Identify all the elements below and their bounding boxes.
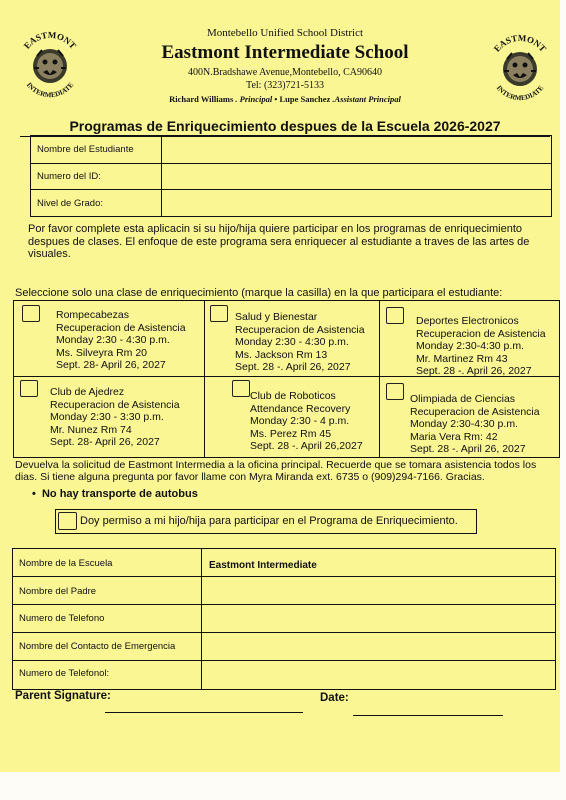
parent-name-label: Nombre del Padre xyxy=(19,586,97,597)
grade-level-label: Nivel de Grado: xyxy=(37,198,104,209)
program-name: Club de Ajedrez xyxy=(50,386,125,398)
program-checkbox-rompecabezas[interactable] xyxy=(22,305,40,322)
program-teacher: Maria Vera Rm: 42 xyxy=(410,430,498,443)
program-recovery: Recuperacion de Asistencia xyxy=(410,405,540,418)
student-name-field[interactable] xyxy=(162,136,551,164)
school-name-label: Nombre de la Escuela xyxy=(19,558,113,569)
program-name: Olimpiada de Ciencias xyxy=(410,393,516,405)
program-time: Monday 2:30 - 4:30 p.m. xyxy=(56,334,170,346)
program-teacher: Mr. Martinez Rm 43 xyxy=(416,352,508,365)
return-note: Devuelva la solicitud de Eastmont Intermedia a la oficina principal. Recuerde que se tomara asistencia todos los dias. Si tiene alguna pregunta por favor llame con Myra Miranda ext. 6735 o (909)294-7166. Gracias. xyxy=(15,459,537,483)
student-id-row xyxy=(31,164,162,190)
assistant-name: Lupe Sanchez xyxy=(279,94,331,104)
school-name: Eastmont Intermediate School xyxy=(161,42,409,63)
district-name: Montebello Unified School District xyxy=(206,27,364,39)
program-ajedrez xyxy=(50,386,180,449)
program-dates: Sept. 28 -. April 26, 2027 xyxy=(416,365,532,377)
program-time: Monday 2:30-4:30 p.m. xyxy=(410,418,518,430)
program-time: Monday 2:30-4:30 p.m. xyxy=(416,340,524,352)
emergency-phone-field[interactable] xyxy=(202,661,555,689)
tiger-logo-left xyxy=(15,30,85,100)
program-recovery: Recuperacion de Asistencia xyxy=(416,327,546,340)
program-checkbox-roboticos[interactable] xyxy=(232,380,250,397)
permission-checkbox[interactable] xyxy=(58,512,77,530)
program-checkbox-ajedrez[interactable] xyxy=(20,380,38,397)
phone-label: Numero de Telefono xyxy=(19,613,105,624)
program-dates: Sept. 28 -. April 26,2027 xyxy=(250,440,363,452)
staff-line: Richard Williams . Principal • Lupe Sanchez .Assistant Principal xyxy=(169,94,401,104)
emergency-phone-label: Numero de Telefonol: xyxy=(19,668,110,679)
parent-name-field[interactable] xyxy=(202,577,555,604)
program-grid xyxy=(13,300,560,458)
parent-signature-line[interactable] xyxy=(105,712,303,713)
selection-instruction: Seleccione solo una clase de enriquecimiento (marque la casilla) en la que participara el estudiante: xyxy=(15,287,503,299)
program-name: Rompecabezas xyxy=(56,309,129,321)
program-dates: Sept. 28- April 26, 2027 xyxy=(50,436,160,448)
program-deportes xyxy=(416,315,546,378)
emergency-contact-field[interactable] xyxy=(202,633,555,660)
school-name-value: Eastmont Intermediate xyxy=(209,560,317,571)
logo-text-bottom-right: INTERMEDIATE xyxy=(494,84,546,103)
program-name: Deportes Electronicos xyxy=(416,315,519,327)
program-dates: Sept. 28 -. April 26, 2027 xyxy=(410,443,526,455)
program-checkbox-salud[interactable] xyxy=(210,305,228,322)
permission-text: Doy permiso a mi hijo/hija para participar en el Programa de Enriquecimiento. xyxy=(80,515,458,527)
program-time: Monday 2:30 - 4 p.m. xyxy=(250,415,350,427)
form-title: Programas de Enriquecimiento despues de la Escuela 2026-2027 xyxy=(20,118,550,137)
program-name: Club de Roboticos xyxy=(250,390,336,402)
school-phone: Tel: (323)721-5133 xyxy=(246,80,324,91)
program-teacher: Ms. Perez Rm 45 xyxy=(250,427,332,440)
school-address: 400N.Bradshawe Avenue,Montebello, CA90640 xyxy=(188,67,382,78)
program-dates: Sept. 28 -. April 26, 2027 xyxy=(235,361,351,373)
no-transport-note: • No hay transporte de autobus xyxy=(32,488,198,500)
date-label: Date: xyxy=(320,692,349,704)
program-name: Salud y Bienestar xyxy=(235,311,318,323)
program-roboticos xyxy=(250,390,363,453)
principal-title: . Principal xyxy=(235,94,273,104)
student-name-row xyxy=(31,136,162,164)
program-time: Monday 2:30 - 3:30 p.m. xyxy=(50,411,164,423)
program-dates: Sept. 28- April 26, 2027 xyxy=(56,359,166,371)
student-name-label: Nombre del Estudiante xyxy=(37,144,134,155)
program-recovery: Recuperacion de Asistencia xyxy=(50,398,180,411)
program-recovery: Recuperacion de Asistencia xyxy=(235,323,365,336)
program-teacher: Ms. Silveyra Rm 20 xyxy=(56,346,148,359)
date-line[interactable] xyxy=(353,715,503,716)
student-info-table xyxy=(30,135,552,217)
permission-box xyxy=(55,509,477,534)
parent-info-table xyxy=(12,548,556,690)
program-rompecabezas xyxy=(56,309,186,372)
program-salud xyxy=(235,311,365,374)
program-recovery: Recuperacion de Asistencia xyxy=(56,321,186,334)
program-checkbox-deportes[interactable] xyxy=(386,307,404,324)
student-id-label: Numero del ID: xyxy=(37,171,101,182)
program-ciencias xyxy=(410,393,540,456)
student-id-field[interactable] xyxy=(162,164,551,190)
program-teacher: Ms. Jackson Rm 13 xyxy=(235,348,328,361)
logo-text-top-right: EASTMONT xyxy=(491,33,549,54)
program-recovery: Attendance Recovery xyxy=(250,402,351,415)
logo-text-top-left: EASTMONT xyxy=(21,30,79,51)
intro-paragraph: Por favor complete esta aplicacin si su hijo/hija quiere participar en los programas de enriquecimiento despues de clases. El enfoque de este programa sera enriquecer al estudiante a traves de las artes de visuales. xyxy=(28,223,530,260)
grade-level-row xyxy=(31,190,162,216)
program-time: Monday 2:30 - 4:30 p.m. xyxy=(235,336,349,348)
program-teacher: Mr. Nunez Rm 74 xyxy=(50,423,132,436)
tiger-logo-right xyxy=(485,33,555,103)
grade-level-field[interactable] xyxy=(162,190,551,216)
no-transport-text: No hay transporte de autobus xyxy=(41,488,198,500)
parent-signature-label: Parent Signature: xyxy=(15,690,111,702)
assistant-title: .Assistant Principal xyxy=(332,94,401,104)
logo-text-bottom-left: INTERMEDIATE xyxy=(24,81,76,100)
phone-field[interactable] xyxy=(202,605,555,632)
program-checkbox-ciencias[interactable] xyxy=(386,383,404,400)
principal-name: Richard Williams xyxy=(169,94,234,104)
emergency-contact-label: Nombre del Contacto de Emergencia xyxy=(19,641,176,652)
